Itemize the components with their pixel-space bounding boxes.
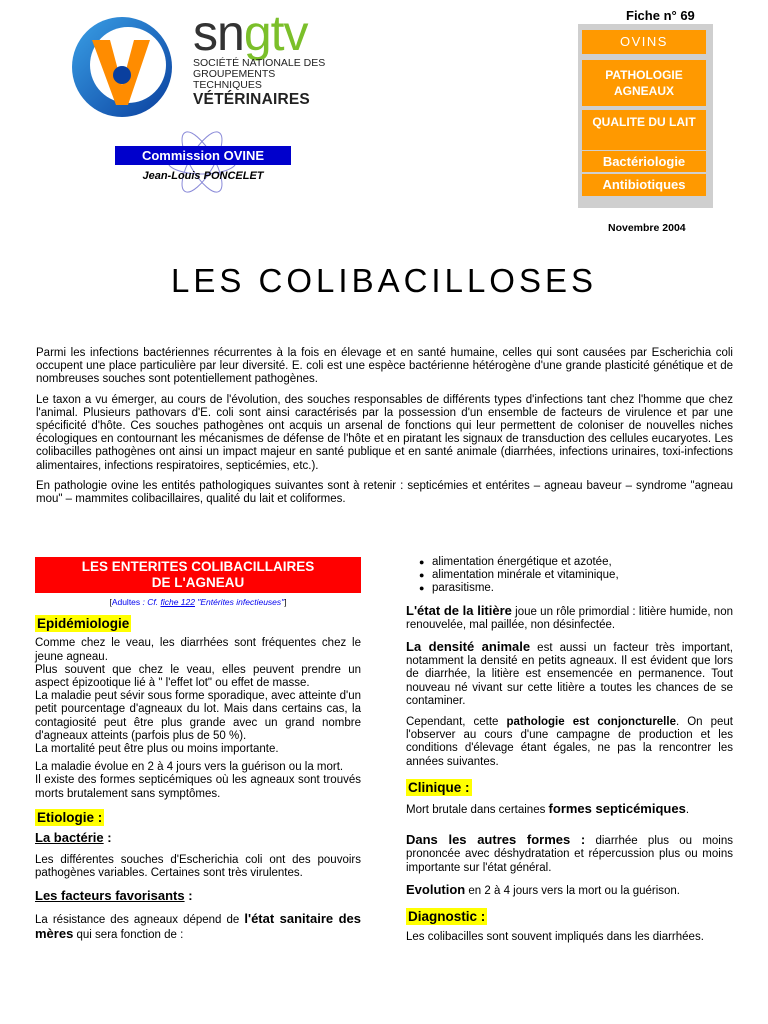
brand-line-2: GROUPEMENTS TECHNIQUES	[193, 68, 276, 91]
ref-title: "Entérites infectieuses"	[194, 597, 285, 607]
author-name: Jean-Louis PONCELET	[142, 170, 264, 182]
evolution-paragraph	[406, 883, 733, 898]
epi-paragraph-6: Il existe des formes septicémiques où les agneaux sont trouvés morts brutalement sans symptômes.	[35, 774, 361, 800]
mort-text-b: .	[685, 804, 690, 817]
page-title: LES COLIBACILLOSES	[171, 262, 597, 299]
cross-reference	[35, 596, 361, 609]
brand-line-1: SOCIÉTÉ NATIONALE DES	[193, 57, 326, 69]
cependant-text-b: . On peut l'observer au cours d'une campagne de production et les conditions d'élevage étant égales, ne pas la rencontrer les années suivantes.	[406, 716, 734, 768]
epi-paragraph-3: La maladie peut sévir sous forme sporadique, avec atteinte d'un petit pourcentage d'agneaux du lot. Mais dans certains cas, la contagiosité peut être plus grande avec un grand nombre d'agneaux atteints (parfois plus de 50 %).	[35, 690, 361, 742]
intro-paragraph-1: Parmi les infections bactériennes récurrentes à la fois en élevage et en santé humaine, celles qui sont causées par Escherichia coli occupent une place particulière par leur diversité. E. coli est une espèce bactérienne hétérogène d'une grande plasticité génétique et de nombreuses souches sont potentiellement pathogènes.	[36, 347, 733, 386]
diagnostic-heading: Diagnostic :	[408, 909, 486, 925]
left-column	[35, 557, 361, 947]
epi-paragraph-5: La maladie évolue en 2 à 4 jours vers la guérison ou la mort.	[35, 761, 344, 774]
etiologie-heading: Etiologie :	[37, 809, 103, 825]
mort-paragraph	[406, 802, 733, 817]
litiere-paragraph	[406, 604, 733, 632]
cependant-bold: pathologie est conjoncturelle	[506, 716, 676, 729]
tag-qualite-du-lait: QUALITE DU LAIT	[582, 110, 706, 150]
facteurs-text-a: La résistance des agneaux dépend de	[35, 913, 245, 926]
ref-cf: : Cf.	[140, 597, 161, 607]
intro-section	[36, 347, 733, 513]
litiere-bold: L'état de la litière	[406, 602, 512, 618]
brand-line-3: VÉTÉRINAIRES	[193, 91, 310, 108]
list-item: ● parasitisme.	[432, 582, 733, 595]
bacterie-colon: :	[103, 830, 112, 846]
section-heading-line-1: LES ENTERITES COLIBACILLAIRES	[81, 559, 315, 574]
densite-bold: La densité animale	[406, 639, 531, 655]
tag-antibiotiques: Antibiotiques	[582, 174, 706, 196]
epidemiologie-heading: Epidémiologie	[37, 616, 130, 632]
brand-subtitle	[193, 58, 333, 109]
autres-paragraph	[406, 833, 733, 875]
tag-ovins: OVINS	[582, 30, 706, 54]
diagnostic-paragraph: Les colibacilles sont souvent impliqués dans les diarrhées.	[406, 931, 704, 944]
facteurs-paragraph	[35, 912, 361, 942]
section-heading-box	[35, 557, 361, 593]
brand-wordmark-part2: gtv	[243, 5, 308, 61]
densite-paragraph	[406, 640, 733, 708]
facteurs-heading-row	[35, 889, 361, 904]
list-item: ● alimentation énergétique et azotée,	[432, 556, 733, 569]
tag-bacteriologie: Bactériologie	[582, 151, 706, 172]
intro-paragraph-3: En pathologie ovine les entités pathologiques suivantes sont à retenir : septicémies et entérites – agneau baveur – syndrome "agneau mou" – mammites colibacillaires, qualité du lait et coliformes.	[36, 479, 733, 506]
facteurs-colon: :	[184, 887, 193, 903]
right-column	[406, 556, 733, 949]
section-heading-line-2: DE L'AGNEAU	[151, 575, 245, 590]
facteurs-heading: Les facteurs favorisants	[35, 887, 185, 903]
clinique-heading: Clinique :	[408, 779, 470, 795]
densite-text: est aussi un facteur très important, notamment la densité en petits agneaux. Il est évident que lors de diarrhée, la litière est ensemencée en permanence. Tout nouveau né vivant sur cette litière a toutes les chances de se contaminer.	[406, 642, 733, 707]
list-item: ● alimentation minérale et vitaminique,	[432, 569, 733, 582]
mort-bold: formes septicémiques	[548, 801, 686, 817]
autres-bold: Dans les autres formes :	[406, 832, 586, 848]
bullet-list	[406, 556, 733, 596]
epi-paragraph-4: La mortalité peut être plus ou moins importante.	[35, 743, 279, 756]
cependant-paragraph	[406, 716, 733, 769]
brand-wordmark-part1: sn	[193, 5, 244, 61]
epi-paragraph-1: Comme chez le veau, les diarrhées sont fréquentes chez le jeune agneau.	[35, 637, 361, 663]
intro-paragraph-2: Le taxon a vu émerger, au cours de l'évolution, des souches responsables de différents types d'infections tant chez l'homme que chez l'animal. Plusieurs pathovars d'E. coli sont ainsi caractérisés par la possession d'un ensemble de facteurs de virulence et par une spécificité d'hôte. Ces souches pathogènes ont acquis un arsenal de fonctions qui leur permettent de coloniser de nouvelles niches écologiques en contournant les mécanismes de défense de l'hôte et en piratant les signaux de transduction des cellules eucaryotes. Les colibacilles pathogènes ont ainsi un impact majeur en santé publique et en santé animale (diarrhées, infections urinaires, toxi-infections alimentaires, infections respiratoires, septicémies, etc.).	[36, 393, 733, 472]
bacterie-heading: La bactérie	[35, 830, 104, 846]
facteurs-text-c: qui sera fonction de :	[73, 929, 184, 942]
ref-fiche-link[interactable]: fiche 122	[160, 597, 195, 607]
litiere-text: joue un rôle primordial : litière humide, non renouvelée, mal paillée, non désinfectée.	[406, 605, 733, 631]
brand-wordmark	[193, 6, 308, 60]
epi-paragraph-2: Plus souvent que chez le veau, elles peuvent prendre un aspect épizootique lié à " l'effet lot" ou effet de masse.	[35, 663, 361, 690]
cependant-text-a: Cependant, cette	[406, 716, 507, 729]
ref-adultes-link[interactable]: Adultes	[111, 597, 141, 607]
evolution-text: en 2 à 4 jours vers la mort ou la guérison.	[465, 884, 680, 897]
publication-date: Novembre 2004	[608, 222, 686, 234]
commission-banner: Commission OVINE	[115, 146, 291, 165]
ref-open: [	[109, 597, 112, 607]
facteurs-text-bold: l'état sanitaire des mères	[35, 910, 361, 942]
autres-text: diarrhée plus ou moins prononcée avec déshydratation et répercussion plus ou moins importante sur l'état général.	[406, 835, 733, 874]
fiche-number: Fiche n° 69	[626, 8, 695, 23]
ref-close: ]	[284, 597, 287, 607]
sngtv-logo-emblem	[70, 15, 175, 120]
tag-pathologie-agneaux: PATHOLOGIE AGNEAUX	[582, 60, 706, 106]
bacterie-heading-row	[35, 831, 361, 846]
bacterie-paragraph: Les différentes souches d'Escherichia coli ont des pouvoirs pathogènes variables. Certaines sont très virulentes.	[35, 854, 361, 880]
evolution-bold: Evolution	[406, 881, 466, 897]
mort-text-a: Mort brutale dans certaines	[406, 804, 549, 817]
